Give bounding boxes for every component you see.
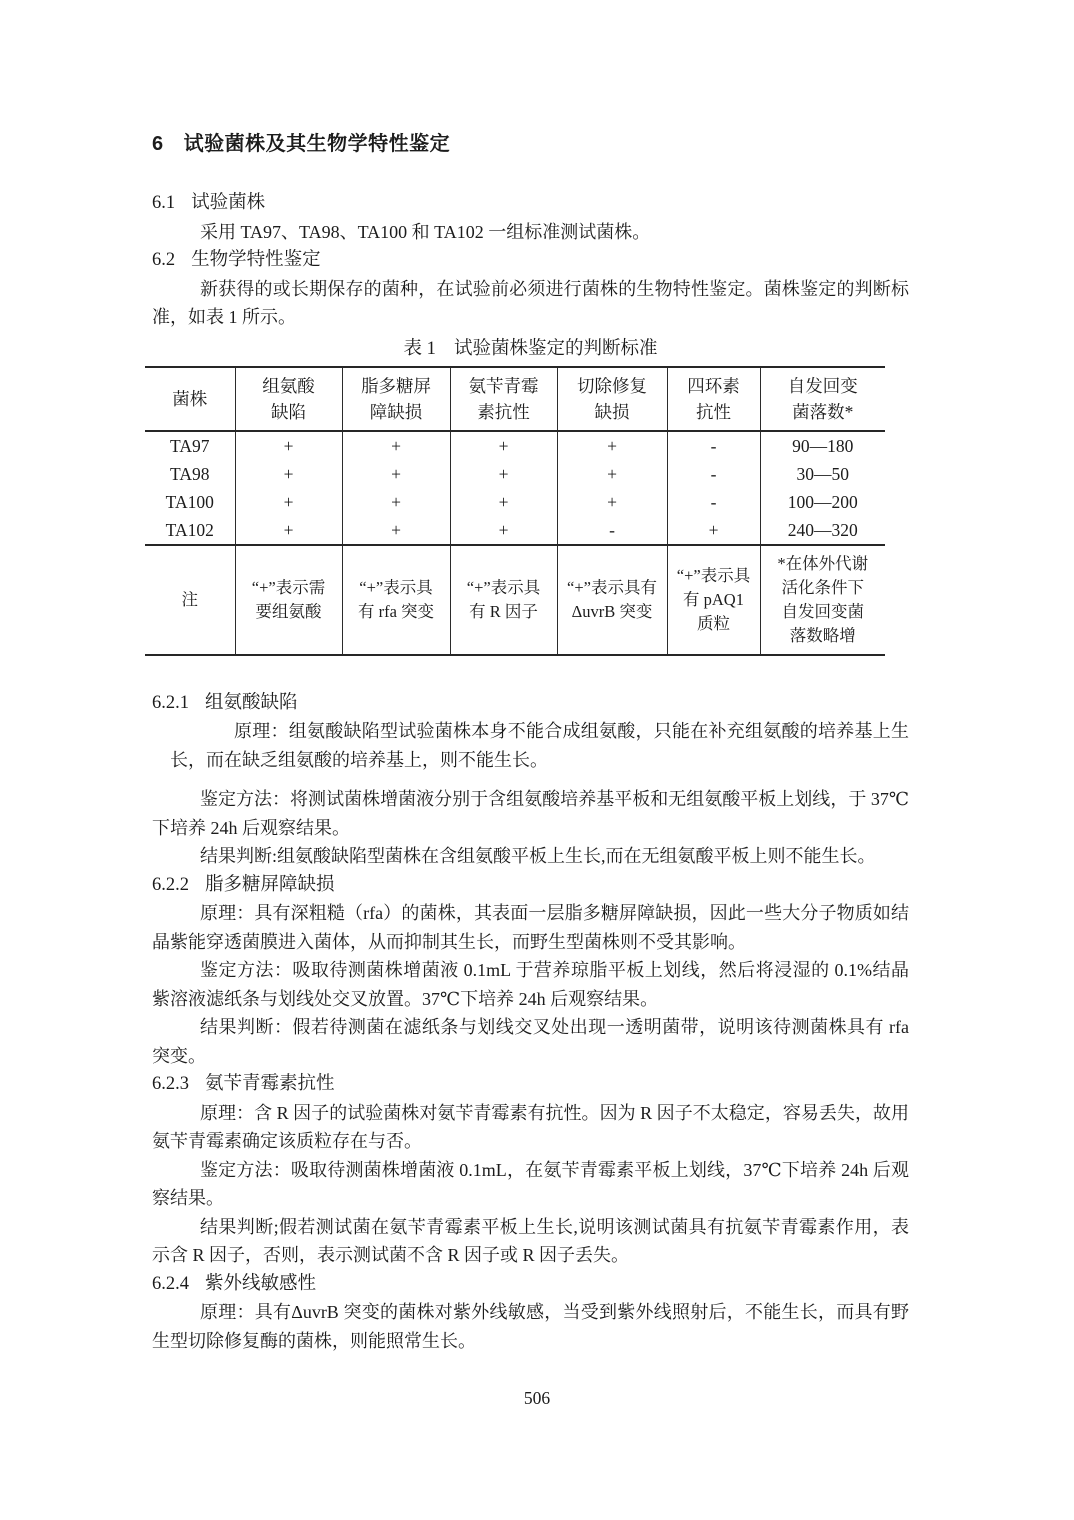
- section-number: 6.2.3: [152, 1074, 189, 1094]
- page-number: 506: [523, 1388, 551, 1408]
- section-6-2-3-result: 结果判断;假若测试菌在氨苄青霉素平板上生长,说明该测试菌具有抗氨苄青霉素作用，表示含 R 因子，否则，表示测试菌不含 R 因子或 R 因子丢失。: [152, 1216, 909, 1265]
- section-6-1-paragraph: 采用 TA97、TA98、TA100 和 TA102 一组标准测试菌株。: [200, 221, 651, 242]
- section-6-2-paragraph: 新获得的或长期保存的菌种，在试验前必须进行菌株的生物特性鉴定。菌株鉴定的判断标准，如表 1 所示。: [152, 278, 909, 327]
- section-6-2-1-result: 结果判断:组氨酸缺陷型菌株在含组氨酸平板上生长,而在无组氨酸平板上则不能生长。: [200, 846, 876, 866]
- table-header: [145, 367, 885, 431]
- section-title: 试验菌株: [191, 193, 266, 213]
- table-caption-label: 表 1: [403, 338, 436, 359]
- table-row-ta97: TA97 + + + + - 90—180: [145, 431, 885, 460]
- column-header-spontaneous-revertants: 自发回变 菌落数*: [760, 367, 885, 431]
- section-title: 生物学特性鉴定: [191, 250, 321, 270]
- column-header-histidine: 组氨酸 缺陷: [235, 367, 342, 431]
- column-header-tetracycline: 四环素 抗性: [667, 367, 760, 431]
- section-6-2-3-principle: 原理：含 R 因子的试验菌株对氨苄青霉素有抗性。因为 R 因子不太稳定，容易丢失，故用氨苄青霉素确定该质粒存在与否。: [152, 1102, 909, 1151]
- section-6-2-4-heading: [152, 1270, 909, 1299]
- section-6-2-3-heading: [152, 1070, 909, 1099]
- section-title: 紫外线敏感性: [205, 1273, 317, 1294]
- table-caption: [152, 335, 909, 363]
- column-header-excision-repair: 切除修复 缺损: [557, 367, 667, 431]
- table-row-ta98: TA98 + + + + - 30—50: [145, 460, 885, 488]
- section-6-2-4-principle: 原理：具有ΔuvrB 突变的菌株对紫外线敏感，当受到紫外线照射后，不能生长，而具有野生型切除修复酶的菌株，则能照常生长。: [152, 1302, 909, 1351]
- section-number: 6: [152, 133, 164, 155]
- table-note-row: 注 “+”表示需要组氨酸 “+”表示具有 rfa 突变 “+”表示具有 R 因子 “+”表示具有ΔuvrB 突变 “+”表示具有 pAQ1 质粒 *在体外代谢活化条件下自发回变菌落数略增: [145, 545, 885, 655]
- section-title: 氨苄青霉素抗性: [205, 1074, 335, 1094]
- section-6-1-heading: [152, 189, 909, 218]
- note-label: 注: [145, 545, 235, 655]
- section-6-2-1-principle: 原理：组氨酸缺陷型试验菌株本身不能合成组氨酸，只能在补充组氨酸的培养基上生长，而在缺乏组氨酸的培养基上，则不能生长。: [170, 721, 909, 770]
- section-6-2-2-method: 鉴定方法：吸取待测菌株增菌液 0.1mL 于营养琼脂平板上划线，然后将浸湿的 0.1%结晶紫溶液滤纸条与划线处交叉放置。37℃下培养 24h 后观察结果。: [152, 960, 909, 1009]
- section-title: 组氨酸缺陷: [205, 692, 298, 713]
- section-6-2-2-result: 结果判断：假若待测菌在滤纸条与划线交叉处出现一透明菌带，说明该待测菌株具有 rfa 突变。: [152, 1017, 909, 1066]
- column-header-ampicillin: 氨苄青霉 素抗性: [450, 367, 557, 431]
- strain-name: TA98: [145, 460, 235, 488]
- section-title: 脂多糖屏障缺损: [205, 874, 335, 895]
- section-6-2-2-principle: 原理：具有深粗糙（rfa）的菌株，其表面一层脂多糖屏障缺损，因此一些大分子物质如结晶紫能穿透菌膜进入菌体，从而抑制其生长，而野生型菌株则不受其影响。: [152, 903, 909, 952]
- section-number: 6.2: [152, 250, 176, 270]
- section-title: 试验菌株及其生物学特性鉴定: [183, 133, 451, 155]
- strain-name: TA97: [145, 431, 235, 460]
- table-row-ta100: TA100 + + + + - 100—200: [145, 488, 885, 516]
- section-6-2-1-method: 鉴定方法：将测试菌株增菌液分别于含组氨酸培养基平板和无组氨酸平板上划线，于 37℃下培养 24h 后观察结果。: [152, 789, 909, 838]
- column-header-strain: 菌株: [145, 367, 235, 431]
- section-number: 6.2.2: [152, 874, 189, 895]
- section-number: 6.2.4: [152, 1273, 189, 1294]
- table-caption-title: 试验菌株鉴定的判断标准: [453, 338, 658, 359]
- column-header-lps: 脂多糖屏 障缺损: [342, 367, 450, 431]
- section-6-2-heading: [152, 246, 909, 275]
- section-number: 6.1: [152, 193, 176, 213]
- strain-name: TA102: [145, 516, 235, 545]
- table-row-ta102: TA102 + + + - + 240—320: [145, 516, 885, 545]
- page-content: [152, 132, 909, 1355]
- section-6-2-3-method: 鉴定方法：吸取待测菌株增菌液 0.1mL，在氨苄青霉素平板上划线，37℃下培养 24h 后观察结果。: [152, 1159, 909, 1208]
- section-number: 6.2.1: [152, 692, 189, 713]
- section-6-heading: [152, 132, 909, 156]
- section-6-2-2-heading: [152, 871, 909, 900]
- section-6-2-1-heading: [152, 689, 909, 718]
- table-1: [145, 366, 885, 656]
- strain-name: TA100: [145, 488, 235, 516]
